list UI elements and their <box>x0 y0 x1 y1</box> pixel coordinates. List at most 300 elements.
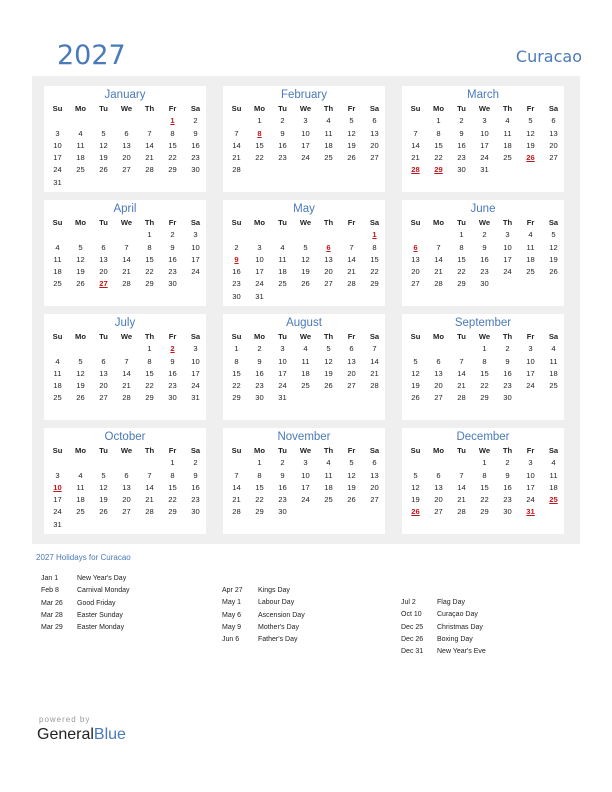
day-cell: 24 <box>255 279 264 289</box>
holiday-date: Oct 10 <box>401 611 422 619</box>
weekday-header: Su <box>410 104 421 113</box>
day-cell: 18 <box>503 140 512 150</box>
day-cell: 27 <box>99 393 108 403</box>
day-cell: 4 <box>326 458 331 468</box>
day-cell: 21 <box>232 495 241 505</box>
day-cell: 22 <box>457 267 466 277</box>
day-cell: 9 <box>505 470 510 480</box>
day-cell: 3 <box>193 230 198 240</box>
day-cell: 18 <box>324 482 333 492</box>
holiday-date: Jul 2 <box>401 599 416 606</box>
holiday-row <box>222 597 305 609</box>
weekday-header: We <box>120 104 133 113</box>
weekday-header: Sa <box>190 218 201 227</box>
day-cell: 1 <box>482 344 487 354</box>
weekday-header: Fr <box>168 332 177 341</box>
day-cell: 23 <box>191 495 200 505</box>
day-cell: 21 <box>122 381 131 391</box>
day-cell: 1 <box>482 458 487 468</box>
day-cell: 14 <box>370 356 379 366</box>
day-cell: 1 <box>257 458 262 468</box>
weekday-header: Fr <box>347 218 356 227</box>
day-cell: 18 <box>278 267 287 277</box>
holiday-day-cell: 6 <box>413 242 418 252</box>
day-cell: 8 <box>147 242 152 252</box>
day-cell: 11 <box>301 356 310 366</box>
day-cell: 14 <box>347 254 356 264</box>
weekday-header: Tu <box>278 218 287 227</box>
month-name: March <box>467 89 499 101</box>
day-cell: 2 <box>482 230 487 240</box>
day-cell: 19 <box>347 140 356 150</box>
day-cell: 2 <box>505 458 510 468</box>
empty-day <box>427 229 450 241</box>
day-cell: 28 <box>370 381 379 391</box>
day-cell: 22 <box>145 267 154 277</box>
day-grid <box>223 217 385 303</box>
day-cell: 7 <box>436 242 441 252</box>
month-name: April <box>113 203 137 215</box>
weekday-header: Th <box>502 332 513 341</box>
holiday-date: Feb 8 <box>41 587 59 595</box>
weekday-header: Fr <box>168 104 177 113</box>
month-card <box>44 314 206 420</box>
day-cell: 10 <box>526 356 535 366</box>
holiday-date: Jan 1 <box>41 575 59 582</box>
weekday-header: Mo <box>254 104 265 113</box>
holiday-column-3 <box>401 597 486 658</box>
weekday-header: Tu <box>99 332 108 341</box>
day-cell: 10 <box>191 356 200 366</box>
day-cell: 18 <box>549 368 558 378</box>
month-card <box>402 428 564 534</box>
day-cell: 13 <box>99 368 108 378</box>
day-cell: 25 <box>76 165 85 175</box>
month-name: May <box>293 203 315 215</box>
weekday-header: We <box>299 446 312 455</box>
day-cell: 15 <box>145 368 154 378</box>
day-cell: 29 <box>232 393 241 403</box>
weekday-header: Mo <box>75 332 86 341</box>
day-cell: 27 <box>434 507 443 517</box>
weekday-header: We <box>120 446 133 455</box>
weekday-header: Mo <box>254 218 265 227</box>
weekday-header: Su <box>231 446 242 455</box>
weekday-header: Th <box>323 332 334 341</box>
weekday-header: Sa <box>190 332 201 341</box>
day-cell: 8 <box>257 470 262 480</box>
weekday-header: Tu <box>457 446 466 455</box>
day-cell: 24 <box>301 153 310 163</box>
day-grid <box>402 217 564 291</box>
day-cell: 4 <box>528 230 533 240</box>
day-cell: 8 <box>482 470 487 480</box>
weekday-header: Fr <box>347 446 356 455</box>
weekday-header: We <box>120 218 133 227</box>
day-cell: 26 <box>301 279 310 289</box>
day-cell: 8 <box>234 356 239 366</box>
day-cell: 29 <box>255 507 264 517</box>
holiday-day-cell: 29 <box>434 165 443 175</box>
empty-day <box>271 229 294 241</box>
day-cell: 29 <box>457 279 466 289</box>
holiday-day-cell: 27 <box>99 279 108 289</box>
day-cell: 22 <box>145 381 154 391</box>
day-cell: 11 <box>53 254 62 264</box>
holiday-row <box>222 610 305 622</box>
day-cell: 10 <box>301 470 310 480</box>
weekday-header: Tu <box>457 332 466 341</box>
weekday-header: Th <box>144 446 155 455</box>
day-cell: 14 <box>145 482 154 492</box>
day-cell: 1 <box>257 116 262 126</box>
empty-day <box>404 115 427 127</box>
day-cell: 2 <box>280 458 285 468</box>
weekday-header: Sa <box>548 104 559 113</box>
day-cell: 3 <box>55 470 60 480</box>
weekday-header: We <box>478 446 491 455</box>
day-cell: 21 <box>232 153 241 163</box>
day-cell: 12 <box>347 128 356 138</box>
day-cell: 1 <box>147 344 152 354</box>
day-cell: 8 <box>372 242 377 252</box>
weekday-header: Fr <box>526 218 535 227</box>
weekday-header: Tu <box>278 332 287 341</box>
day-cell: 6 <box>372 116 377 126</box>
day-cell: 23 <box>503 495 512 505</box>
day-cell: 21 <box>145 153 154 163</box>
day-cell: 6 <box>551 116 556 126</box>
weekday-header: Tu <box>278 446 287 455</box>
day-cell: 22 <box>480 495 489 505</box>
day-cell: 14 <box>457 368 466 378</box>
weekday-header: Su <box>410 218 421 227</box>
day-cell: 30 <box>191 507 200 517</box>
weekday-header: We <box>299 104 312 113</box>
day-cell: 5 <box>528 116 533 126</box>
day-cell: 9 <box>482 242 487 252</box>
day-cell: 29 <box>168 507 177 517</box>
weekday-header: Th <box>323 446 334 455</box>
day-cell: 5 <box>349 116 354 126</box>
weekday-header: Sa <box>190 446 201 455</box>
day-cell: 11 <box>76 482 85 492</box>
day-cell: 4 <box>551 458 556 468</box>
day-cell: 21 <box>122 267 131 277</box>
day-cell: 9 <box>170 242 175 252</box>
day-cell: 3 <box>257 242 262 252</box>
day-grid <box>402 445 564 519</box>
day-cell: 12 <box>301 254 310 264</box>
day-cell: 18 <box>526 254 535 264</box>
day-cell: 12 <box>76 254 85 264</box>
day-cell: 15 <box>480 482 489 492</box>
day-cell: 1 <box>170 458 175 468</box>
day-cell: 31 <box>255 291 264 301</box>
day-cell: 14 <box>122 254 131 264</box>
weekday-header: Th <box>502 446 513 455</box>
empty-day <box>427 343 450 355</box>
empty-day <box>92 457 115 469</box>
day-cell: 15 <box>255 482 264 492</box>
day-cell: 15 <box>370 254 379 264</box>
empty-day <box>225 229 248 241</box>
holiday-date: May 9 <box>222 623 242 631</box>
weekday-header: Mo <box>75 218 86 227</box>
day-cell: 16 <box>168 254 177 264</box>
day-cell: 10 <box>301 128 310 138</box>
day-cell: 4 <box>55 356 60 366</box>
day-cell: 13 <box>434 482 443 492</box>
generalblue-logo[interactable] <box>37 726 126 744</box>
day-cell: 5 <box>101 470 106 480</box>
weekday-header: Sa <box>548 218 559 227</box>
day-cell: 27 <box>411 279 420 289</box>
day-cell: 15 <box>457 254 466 264</box>
holiday-day-cell: 26 <box>411 507 420 517</box>
empty-day <box>92 229 115 241</box>
day-cell: 17 <box>301 140 310 150</box>
month-name: June <box>470 203 496 215</box>
day-cell: 23 <box>278 495 287 505</box>
empty-day <box>248 229 271 241</box>
holiday-day-cell: 31 <box>526 507 535 517</box>
day-cell: 23 <box>457 153 466 163</box>
day-cell: 26 <box>99 165 108 175</box>
day-cell: 28 <box>122 279 131 289</box>
day-cell: 23 <box>255 381 264 391</box>
day-cell: 30 <box>255 393 264 403</box>
day-cell: 26 <box>549 267 558 277</box>
weekday-header: Su <box>231 332 242 341</box>
day-cell: 30 <box>457 165 466 175</box>
empty-day <box>92 343 115 355</box>
empty-day <box>450 457 473 469</box>
day-cell: 20 <box>347 368 356 378</box>
weekday-header: Fr <box>168 446 177 455</box>
day-cell: 9 <box>170 356 175 366</box>
day-cell: 24 <box>278 381 287 391</box>
weekday-header: Mo <box>433 104 444 113</box>
day-cell: 5 <box>413 356 418 366</box>
day-cell: 20 <box>99 267 108 277</box>
day-cell: 4 <box>280 242 285 252</box>
weekday-header: Mo <box>75 446 86 455</box>
holiday-name: Flag Day <box>437 599 466 606</box>
day-cell: 7 <box>234 470 239 480</box>
holiday-row <box>401 646 486 658</box>
day-cell: 6 <box>101 242 106 252</box>
day-cell: 21 <box>457 495 466 505</box>
holiday-day-cell: 9 <box>234 254 239 264</box>
month-card <box>402 200 564 306</box>
day-cell: 16 <box>503 482 512 492</box>
day-cell: 1 <box>234 344 239 354</box>
day-cell: 27 <box>324 279 333 289</box>
day-cell: 12 <box>526 128 535 138</box>
day-cell: 3 <box>55 128 60 138</box>
day-cell: 2 <box>193 458 198 468</box>
day-cell: 19 <box>99 495 108 505</box>
day-cell: 7 <box>413 128 418 138</box>
day-cell: 16 <box>191 482 200 492</box>
day-cell: 26 <box>76 393 85 403</box>
day-cell: 30 <box>278 507 287 517</box>
month-name: August <box>286 317 322 329</box>
weekday-header: Mo <box>433 332 444 341</box>
day-cell: 27 <box>122 507 131 517</box>
holiday-row <box>401 597 486 609</box>
month-name: November <box>277 431 331 443</box>
day-cell: 10 <box>480 128 489 138</box>
day-cell: 10 <box>503 242 512 252</box>
day-cell: 31 <box>53 519 62 529</box>
day-cell: 9 <box>280 470 285 480</box>
weekday-header: Su <box>410 332 421 341</box>
day-cell: 8 <box>170 128 175 138</box>
day-cell: 7 <box>349 242 354 252</box>
day-cell: 30 <box>232 291 241 301</box>
day-cell: 20 <box>370 140 379 150</box>
weekday-header: Fr <box>526 446 535 455</box>
empty-day <box>115 229 138 241</box>
day-cell: 23 <box>168 381 177 391</box>
empty-day <box>46 457 69 469</box>
day-cell: 2 <box>505 344 510 354</box>
day-cell: 21 <box>457 381 466 391</box>
day-cell: 30 <box>503 393 512 403</box>
weekday-header: Su <box>52 332 63 341</box>
day-cell: 3 <box>303 458 308 468</box>
day-cell: 4 <box>55 242 60 252</box>
weekday-header: Sa <box>369 332 380 341</box>
weekday-header: Sa <box>548 332 559 341</box>
day-cell: 13 <box>370 470 379 480</box>
day-cell: 30 <box>168 279 177 289</box>
day-cell: 6 <box>436 470 441 480</box>
day-cell: 20 <box>324 267 333 277</box>
empty-day <box>404 229 427 241</box>
day-cell: 25 <box>301 381 310 391</box>
day-cell: 10 <box>278 356 287 366</box>
empty-day <box>225 457 248 469</box>
holiday-date: May 1 <box>222 599 242 607</box>
day-cell: 14 <box>145 140 154 150</box>
day-cell: 30 <box>503 507 512 517</box>
day-cell: 28 <box>232 165 241 175</box>
day-cell: 29 <box>480 393 489 403</box>
empty-day <box>69 343 92 355</box>
day-cell: 13 <box>122 482 131 492</box>
month-card <box>44 86 206 192</box>
month-name: July <box>114 317 136 329</box>
holiday-name: Father's Day <box>258 636 298 644</box>
day-cell: 18 <box>324 140 333 150</box>
day-cell: 22 <box>480 381 489 391</box>
weekday-header: Tu <box>99 446 108 455</box>
weekday-header: Mo <box>254 332 265 341</box>
day-cell: 9 <box>193 470 198 480</box>
day-cell: 20 <box>549 140 558 150</box>
day-cell: 22 <box>255 495 264 505</box>
powered-by-text: powered by <box>39 715 91 724</box>
day-cell: 20 <box>122 495 131 505</box>
day-cell: 1 <box>459 230 464 240</box>
day-cell: 28 <box>122 393 131 403</box>
day-cell: 22 <box>168 153 177 163</box>
day-cell: 25 <box>503 153 512 163</box>
day-cell: 25 <box>76 507 85 517</box>
day-cell: 13 <box>434 368 443 378</box>
weekday-header: Th <box>144 218 155 227</box>
holiday-day-cell: 2 <box>170 344 175 354</box>
day-cell: 19 <box>411 381 420 391</box>
empty-day <box>427 457 450 469</box>
day-cell: 20 <box>370 482 379 492</box>
empty-day <box>46 115 69 127</box>
weekday-header: We <box>299 332 312 341</box>
day-cell: 20 <box>434 381 443 391</box>
day-cell: 23 <box>278 153 287 163</box>
month-card <box>44 200 206 306</box>
day-cell: 11 <box>278 254 287 264</box>
day-cell: 7 <box>147 128 152 138</box>
day-cell: 20 <box>434 495 443 505</box>
day-cell: 25 <box>278 279 287 289</box>
holiday-date: Dec 31 <box>401 648 424 656</box>
day-cell: 6 <box>436 356 441 366</box>
day-cell: 15 <box>145 254 154 264</box>
day-cell: 28 <box>145 165 154 175</box>
day-cell: 12 <box>549 242 558 252</box>
day-cell: 2 <box>170 230 175 240</box>
day-cell: 19 <box>99 153 108 163</box>
day-cell: 11 <box>526 242 535 252</box>
holiday-row <box>41 610 130 622</box>
holiday-row <box>222 634 305 646</box>
day-cell: 4 <box>551 344 556 354</box>
day-cell: 29 <box>145 393 154 403</box>
day-cell: 7 <box>147 470 152 480</box>
day-cell: 16 <box>480 254 489 264</box>
day-cell: 12 <box>347 470 356 480</box>
day-cell: 9 <box>257 356 262 366</box>
day-cell: 28 <box>347 279 356 289</box>
day-cell: 5 <box>78 242 83 252</box>
holiday-name: Good Friday <box>77 599 116 607</box>
day-cell: 24 <box>191 381 200 391</box>
day-cell: 9 <box>193 128 198 138</box>
day-cell: 23 <box>168 267 177 277</box>
holiday-day-cell: 8 <box>257 128 262 138</box>
month-card <box>223 428 385 534</box>
day-cell: 17 <box>191 254 200 264</box>
day-cell: 20 <box>99 381 108 391</box>
day-cell: 5 <box>303 242 308 252</box>
day-cell: 10 <box>526 470 535 480</box>
day-cell: 20 <box>411 267 420 277</box>
empty-day <box>138 457 161 469</box>
day-cell: 7 <box>234 128 239 138</box>
weekday-header: Tu <box>99 218 108 227</box>
day-cell: 19 <box>411 495 420 505</box>
day-cell: 12 <box>411 368 420 378</box>
holiday-row <box>401 622 486 634</box>
day-grid <box>223 331 385 405</box>
weekday-header: Su <box>52 104 63 113</box>
day-cell: 18 <box>76 495 85 505</box>
weekday-header: Sa <box>369 218 380 227</box>
